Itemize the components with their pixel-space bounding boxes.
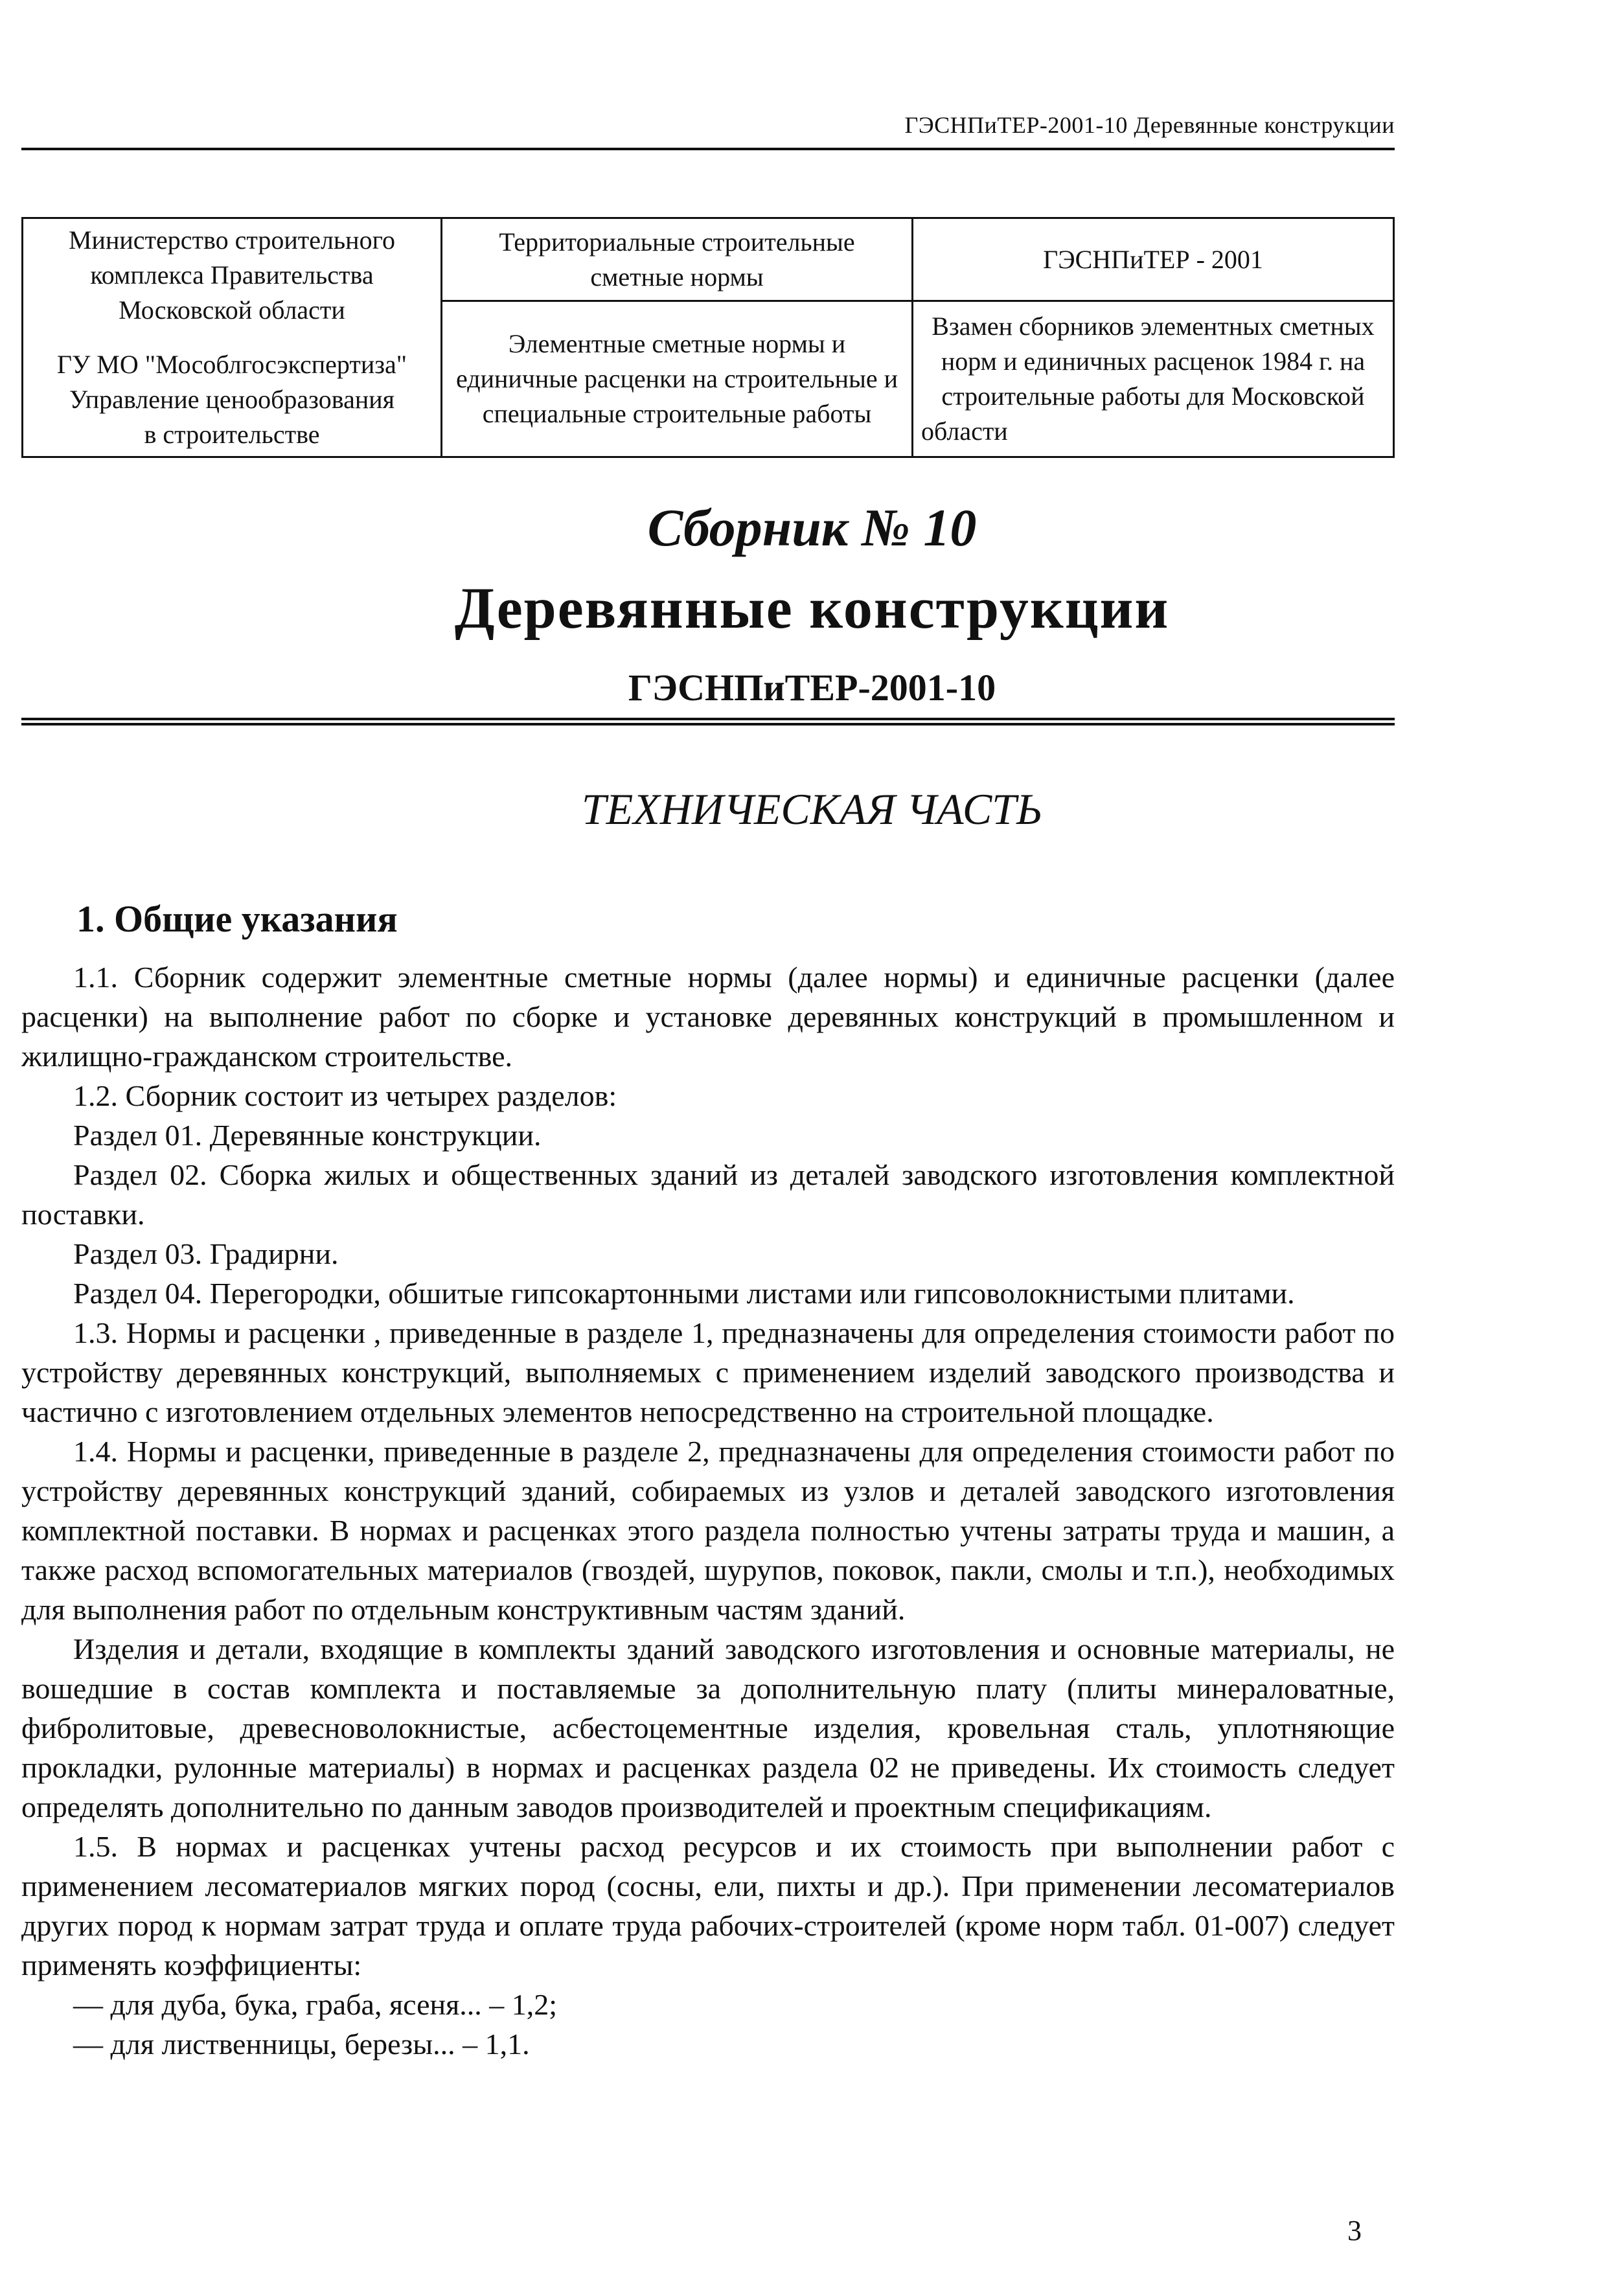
paragraph-1-3: 1.3. Нормы и расценки , приведенные в разделе 1, предназначены для определения стоимости работ по устройству деревянных конструкций, выполняемых с применением изделий заводского производства и частично с изготовлением отдельных элементов непосредственно на строительной площадке. xyxy=(21,1316,1395,1428)
meta-table xyxy=(21,217,1395,458)
replaces-cell: Взамен сборников элементных сметных норм и единичных расценок 1984 г. на строительные работы для Московской области xyxy=(913,301,1394,457)
running-header: ГЭСНПиТЕР-2001-10 Деревянные конструкции xyxy=(904,112,1395,138)
paragraph-1-1: 1.1. Сборник содержит элементные сметные нормы (далее нормы) и единичные расценки (далее расценки) на выполнение работ по сборке и установке деревянных конструкций в промышленном и жилищно-гражданском строительстве. xyxy=(21,961,1395,1073)
expertise-line-2: Управление ценообразования xyxy=(69,385,395,414)
coefficient-oak: — для дуба, бука, граба, ясеня... – 1,2; xyxy=(73,1988,558,2021)
coefficient-larch: — для лиственницы, березы... – 1,1. xyxy=(73,2027,530,2061)
section-01-item: Раздел 01. Деревянные конструкции. xyxy=(73,1119,542,1152)
header-rule xyxy=(21,148,1395,150)
collection-title: Сборник № 10 xyxy=(647,498,977,557)
section-title: ТЕХНИЧЕСКАЯ ЧАСТЬ xyxy=(581,784,1043,834)
ministry-line-3: Московской области xyxy=(119,295,345,325)
page-number: 3 xyxy=(1347,2215,1362,2246)
title-double-rule xyxy=(21,718,1395,725)
paragraph-1-5: 1.5. В нормах и расценках учтены расход ресурсов и их стоимость при выполнении работ с применением лесоматериалов мягких пород (сосны, ели, пихты и др.). При применении лесоматериалов других пород к нормам затрат труда и оплате труда рабочих-строителей (кроме норм табл. 01-007) следует применять коэффициенты: xyxy=(21,1830,1395,1981)
issuer-gap xyxy=(31,328,433,347)
ministry-line-2: комплекса Правительства xyxy=(90,260,374,290)
subsection-title: 1. Общие указания xyxy=(76,898,398,940)
paragraph-1-2: 1.2. Сборник состоит из четырех разделов: xyxy=(73,1079,617,1112)
ministry-line-1: Министерство строительного xyxy=(68,225,395,255)
document-code: ГЭСНПиТЕР-2001-10 xyxy=(628,667,996,709)
description-cell: Элементные сметные нормы и единичные расценки на строительные и специальные строительные работы xyxy=(442,301,913,457)
section-03-item: Раздел 03. Градирни. xyxy=(73,1237,339,1270)
expertise-line-1: ГУ МО "Мособлгосэкспертиза" xyxy=(56,350,407,379)
expertise-line-3: в строительстве xyxy=(144,420,320,449)
document-title: Деревянные конструкции xyxy=(454,577,1170,641)
section-04-item: Раздел 04. Перегородки, обшитые гипсокартонными листами или гипсоволокнистыми плитами. xyxy=(73,1277,1295,1310)
body-text xyxy=(21,957,1395,2064)
code-cell: ГЭСНПиТЕР - 2001 xyxy=(913,218,1394,301)
paragraph-products: Изделия и детали, входящие в комплекты зданий заводского изготовления и основные материалы, не вошедшие в состав комплекта и поставляемые за дополнительную плату (плиты минераловатные, фибролитовые, древесноволокнистые, асбестоцементные изделия, кровельная сталь, уплотняющие прокладки, рулонные материалы) в нормах и расценках раздела 02 не приведены. Их стоимость следует определять дополнительно по данным заводов производителей и проектным спецификациям. xyxy=(21,1632,1395,1823)
paragraph-1-4: 1.4. Нормы и расценки, приведенные в разделе 2, предназначены для определения стоимости работ по устройству деревянных конструкций зданий, собираемых из узлов и деталей заводского изготовления комплектной поставки. В нормах и расценках этого раздела полностью учтены затраты труда и машин, а также расход вспомогательных материалов (гвоздей, шурупов, поковок, пакли, смолы и т.п.), необходимых для выполнения работ по отдельным конструктивным частям зданий. xyxy=(21,1435,1395,1626)
section-02-item: Раздел 02. Сборка жилых и общественных зданий из деталей заводского изготовления комплектной поставки. xyxy=(21,1158,1395,1231)
issuer-cell xyxy=(23,218,442,457)
norms-type-cell: Территориальные строительные сметные нормы xyxy=(442,218,913,301)
